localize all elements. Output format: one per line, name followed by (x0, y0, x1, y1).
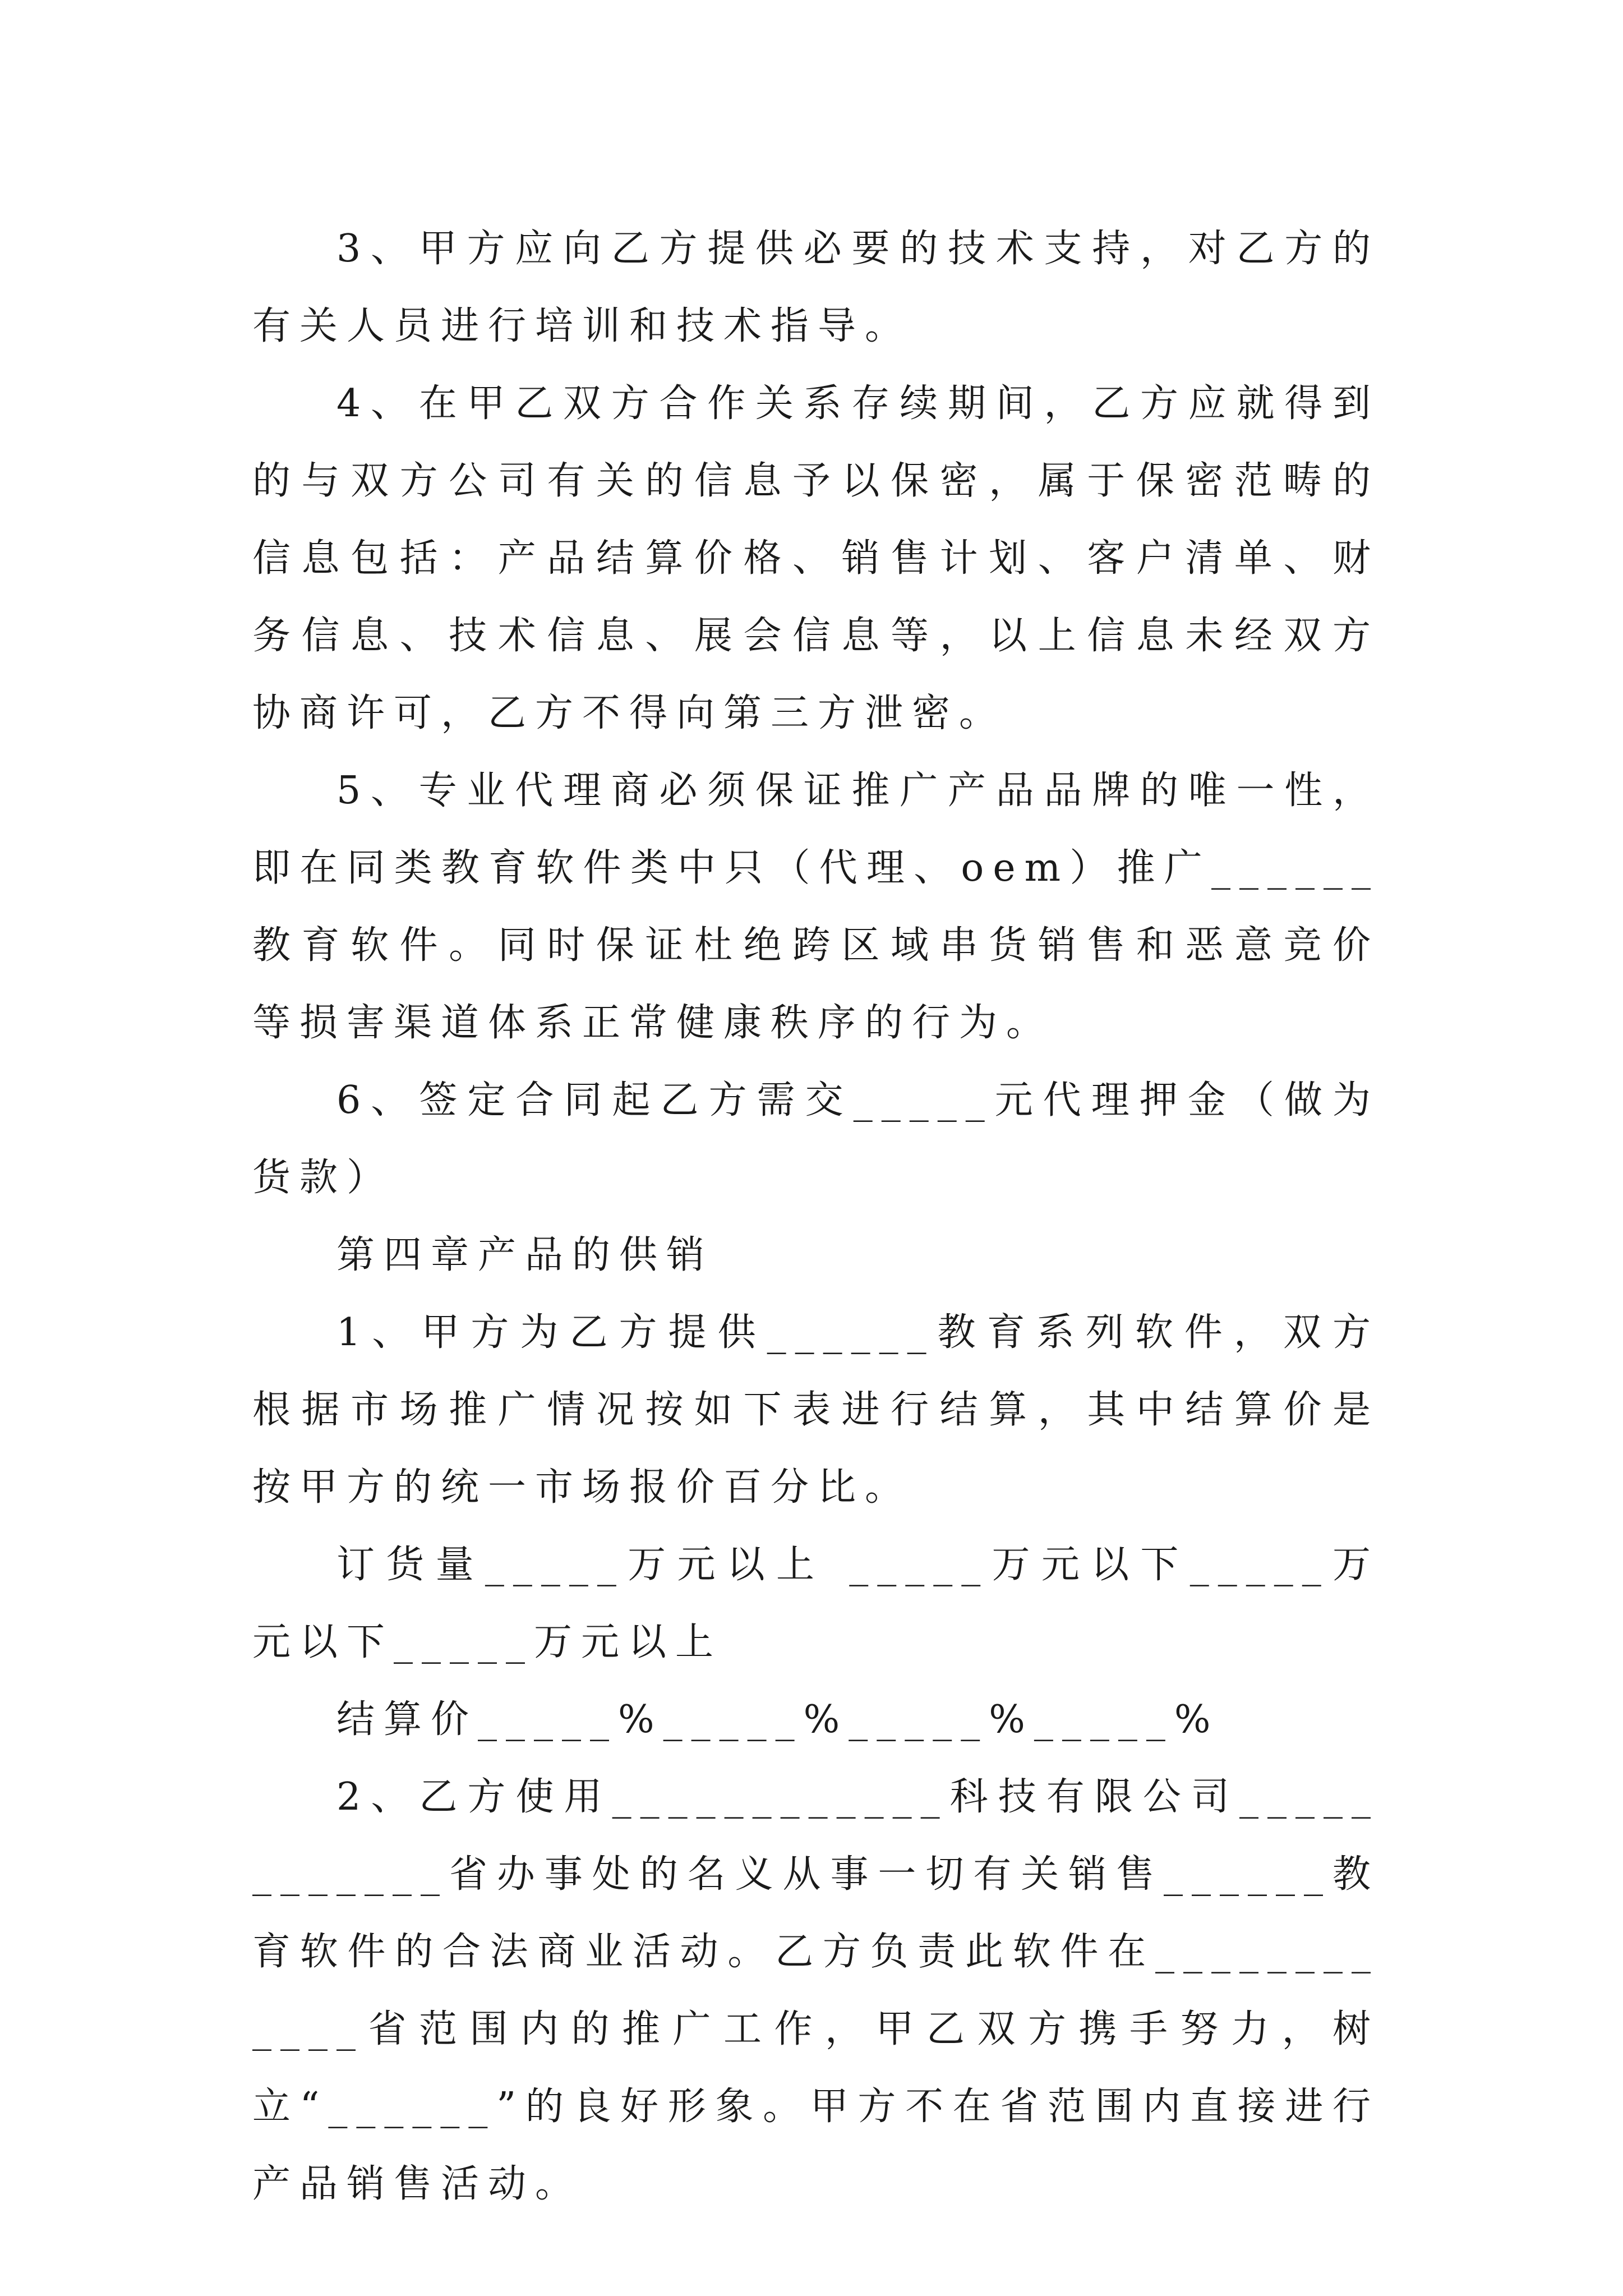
chapter-4-clause-2-paragraph: 2、乙方使用____________科技有限公司____________省办事处的名义从事一切有关销售______教育软件的合法商业活动。乙方负责此软件在____________省范围内的推广工作，甲乙双方携手努力，树立“______”的良好形象。甲方不在省范围内直接进行产品销售活动。 (252, 1775, 1380, 2206)
chapter-4-clause-1-paragraph: 1、甲方为乙方提供______教育系列软件，双方根据市场推广情况按如下表进行结算，其中结算价是按甲方的统一市场报价百分比。 (252, 1310, 1380, 1510)
settlement-price-row: 结算价_____%_____%_____%_____% (336, 1697, 1220, 1742)
clause-4-paragraph: 4、在甲乙双方合作关系存续期间，乙方应就得到的与双方公司有关的信息予以保密，属于保密范畴的信息包括：产品结算价格、销售计划、客户清单、财务信息、技术信息、展会信息等，以上信息未经双方协商许可，乙方不得向第三方泄密。 (252, 381, 1380, 735)
clause-3-paragraph: 3、甲方应向乙方提供必要的技术支持，对乙方的有关人员进行培训和技术指导。 (252, 227, 1380, 348)
clause-6-paragraph: 6、签定合同起乙方需交_____元代理押金（做为货款） (252, 1078, 1380, 1200)
document-body (252, 210, 1380, 2223)
chapter-4-heading: 第四章产品的供销 (336, 1233, 714, 1277)
clause-5-paragraph: 5、专业代理商必须保证推广产品品牌的唯一性，即在同类教育软件类中只（代理、oem）推广______教育软件。同时保证杜绝跨区域串货销售和恶意竞价等损害渠道体系正常健康秩序的行为。 (252, 769, 1380, 1045)
order-volume-row: 订货量_____万元以上 _____万元以下_____万元以下_____万元以上 (252, 1543, 1380, 1664)
